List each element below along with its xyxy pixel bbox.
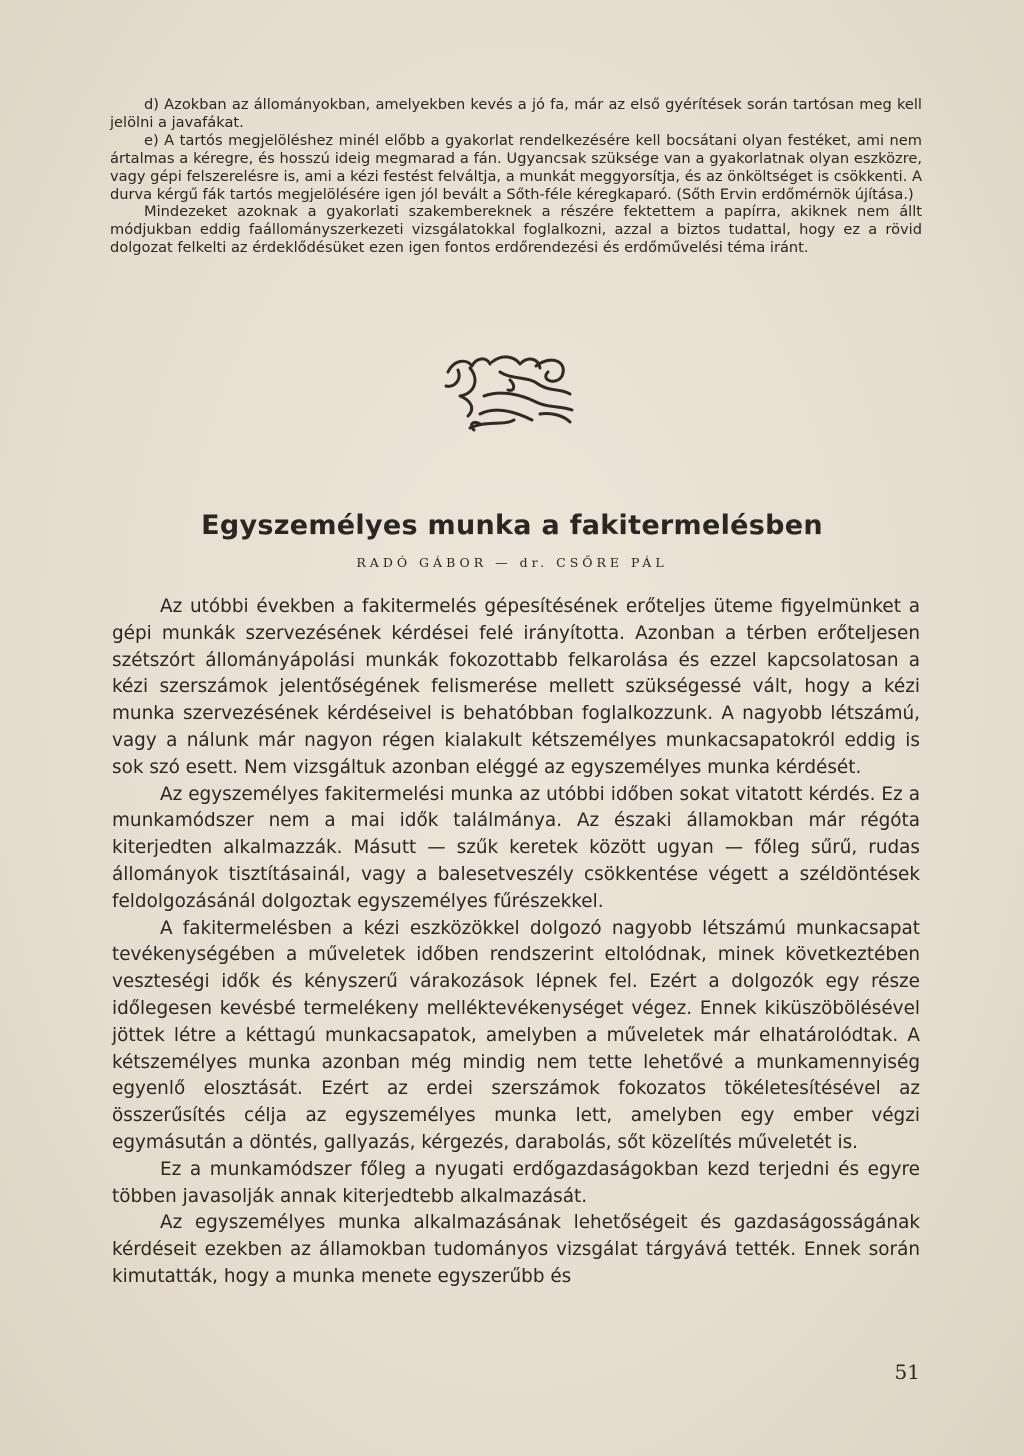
body-paragraph: Az egyszemélyes munka alkalmazásának lehetőségeit és gazdaságosságának kérdéseit ezekben az államokban tudományos vizsgálat tárgyává tették. Ennek során kimutatták, hogy a munka menete egyszerűbb és bbox=[112, 1212, 920, 1287]
body-paragraph: A fakitermelésben a kézi eszközökkel dolgozó nagyobb létszámú munkacsapat tevékenységében a műveletek időben rendszerint eltolódnak, minek következtében veszteségi idők és kényszerű várakozások lépnek fel. Ezért a dolgozók egy része időlegesen kevésbé termelékeny melléktevékenységet végez. Ennek kiküszöbölésével jöttek létre a kéttagú munkacsapatok, amelyben a műveletek már elhatárolódtak. A kétszemélyes munka azonban még mindig nem tette lehetővé a munkamennyiség egyenlő elosztását. Ezért az erdei szerszámok fokozatos tökéletesítésével az összerűsítés célja az egyszemélyes munka lett, amelyben egy ember végzi egymásután a döntés, gallyazás, kérgezés, darabolás, sőt közelítés műveletét is. bbox=[112, 917, 920, 1153]
article-title: Egyszemélyes munka a fakitermelésben bbox=[201, 510, 823, 541]
closing-paragraph: Mindezeket azoknak a gyakorlati szakembereknek a részére fektettem a papírra, akiknek nem állt módjukban eddig faállományszerkezeti vizsgálatokkal foglalkozni, azzal a biztos tudattal, hogy ez a rövid dolgozat felkelti az érdeklődésüket ezen igen fontos erdőrendezési és erdőművelési téma iránt. bbox=[110, 203, 922, 257]
body-paragraph: Az egyszemélyes fakitermelési munka az utóbbi időben sokat vitatott kérdés. Ez a munkamódszer nem a mai idők találmánya. Az északi államokban már régóta kiterjedten alkalmazzák. Másutt — szűk keretek között ugyan — főleg sűrű, rudas állományok tisztításainál, vagy a balesetveszély csökkentése végett a széldöntések feldolgozásánál dolgoztak egyszemélyes fűrészekkel. bbox=[112, 783, 920, 912]
body-paragraph: Az utóbbi években a fakitermelés gépesítésének erőteljes üteme figyelmünket a gépi munkák szervezésének kérdései felé irányította. Azonban a térben erőteljesen szétszórt állományápolási munkák fokozottabb felkarolása és ezzel kapcsolatosan a kézi szerszámok jelentőségének felismerése mellett szükségessé vált, hogy a kézi munka szervezésének kérdéseivel is behatóbban foglalkozzunk. A nagyobb létszámú, vagy a nálunk már nagyon régen kialakult kétszemélyes munkacsapatokról eddig is sok szó esett. Nem vizsgáltuk azonban eléggé az egyszemélyes munka kérdését. bbox=[112, 596, 920, 778]
paragraph-d: d) Azokban az állományokban, amelyekben kevés a jó fa, már az első gyérítések során tartósan meg kell jelölni a javafákat. bbox=[110, 96, 922, 131]
floral-ornament-icon bbox=[440, 350, 580, 435]
paragraph-e: e) A tartós megjelöléshez minél előbb a gyakorlat rendelkezésére kell bocsátani olyan festéket, ami nem ártalmas a kéregre, és hosszú ideig megmarad a fán. Ugyancsak szüksége van a gyakorlatnak olyan eszközre, vagy gépi felszerelésre is, ami a kézi festést felváltja, a munkát meggyorsítja, és az önköltséget is csökkenti. A durva kérgű fák tartós megjelölésére igen jól bevált a Sőth-féle kéregkaparó. (Sőth Ervin erdőmérnök újítása.) bbox=[110, 131, 922, 203]
body-paragraph: Ez a munkamódszer főleg a nyugati erdőgazdaságokban kezd terjedni és egyre többen javasolják annak kiterjedtebb alkalmazását. bbox=[112, 1158, 920, 1207]
article-body bbox=[112, 594, 920, 1291]
page-number: 51 bbox=[894, 1360, 920, 1384]
continued-text-block bbox=[110, 96, 922, 257]
article-authors: RADÓ GÁBOR — dr. CSŐRE PÁL bbox=[356, 555, 668, 570]
